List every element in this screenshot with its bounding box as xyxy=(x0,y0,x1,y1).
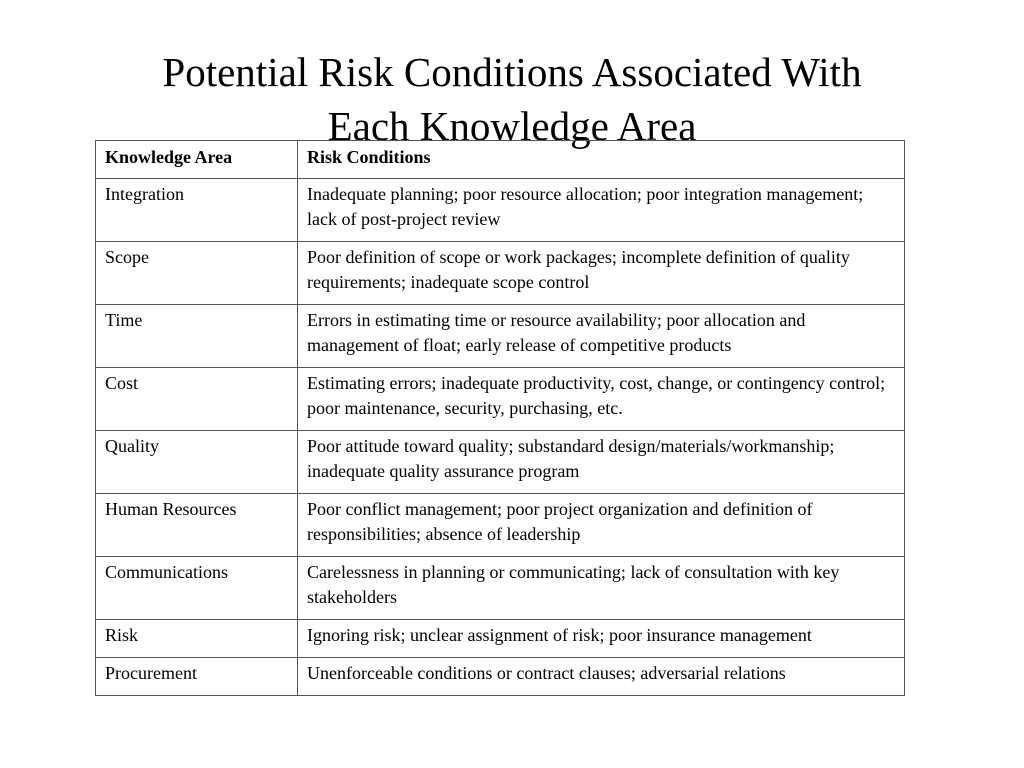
knowledge-area-cell: Quality xyxy=(96,431,298,494)
risk-conditions-cell: Ignoring risk; unclear assignment of risk; poor insurance management xyxy=(298,620,905,658)
risk-conditions-table xyxy=(95,140,905,696)
table-row xyxy=(96,620,905,658)
knowledge-area-cell: Scope xyxy=(96,242,298,305)
knowledge-area-cell: Cost xyxy=(96,368,298,431)
table-row xyxy=(96,557,905,620)
table-row xyxy=(96,305,905,368)
table-row xyxy=(96,494,905,557)
risk-conditions-cell: Errors in estimating time or resource availability; poor allocation and management of float; early release of competitive products xyxy=(298,305,905,368)
table-row xyxy=(96,368,905,431)
table-row xyxy=(96,431,905,494)
risk-conditions-cell: Poor conflict management; poor project organization and definition of responsibilities; absence of leadership xyxy=(298,494,905,557)
slide-title xyxy=(0,45,1024,153)
risk-conditions-cell: Poor attitude toward quality; substandard design/materials/workmanship; inadequate quality assurance program xyxy=(298,431,905,494)
header-knowledge-area: Knowledge Area xyxy=(96,141,298,179)
table-row xyxy=(96,179,905,242)
knowledge-area-cell: Risk xyxy=(96,620,298,658)
knowledge-area-cell: Communications xyxy=(96,557,298,620)
knowledge-area-cell: Time xyxy=(96,305,298,368)
risk-conditions-cell: Unenforceable conditions or contract clauses; adversarial relations xyxy=(298,658,905,696)
table-header-row xyxy=(96,141,905,179)
risk-conditions-cell: Inadequate planning; poor resource allocation; poor integration management; lack of post-project review xyxy=(298,179,905,242)
slide-title-line-1: Potential Risk Conditions Associated With xyxy=(162,49,862,96)
knowledge-area-cell: Integration xyxy=(96,179,298,242)
table-row xyxy=(96,242,905,305)
risk-conditions-cell: Carelessness in planning or communicating; lack of consultation with key stakeholders xyxy=(298,557,905,620)
risk-conditions-cell: Estimating errors; inadequate productivity, cost, change, or contingency control; poor maintenance, security, purchasing, etc. xyxy=(298,368,905,431)
knowledge-area-cell: Procurement xyxy=(96,658,298,696)
header-risk-conditions: Risk Conditions xyxy=(298,141,905,179)
knowledge-area-cell: Human Resources xyxy=(96,494,298,557)
table-row xyxy=(96,658,905,696)
risk-conditions-cell: Poor definition of scope or work packages; incomplete definition of quality requirements; inadequate scope control xyxy=(298,242,905,305)
slide-title-line-2: Each Knowledge Area xyxy=(327,103,697,150)
